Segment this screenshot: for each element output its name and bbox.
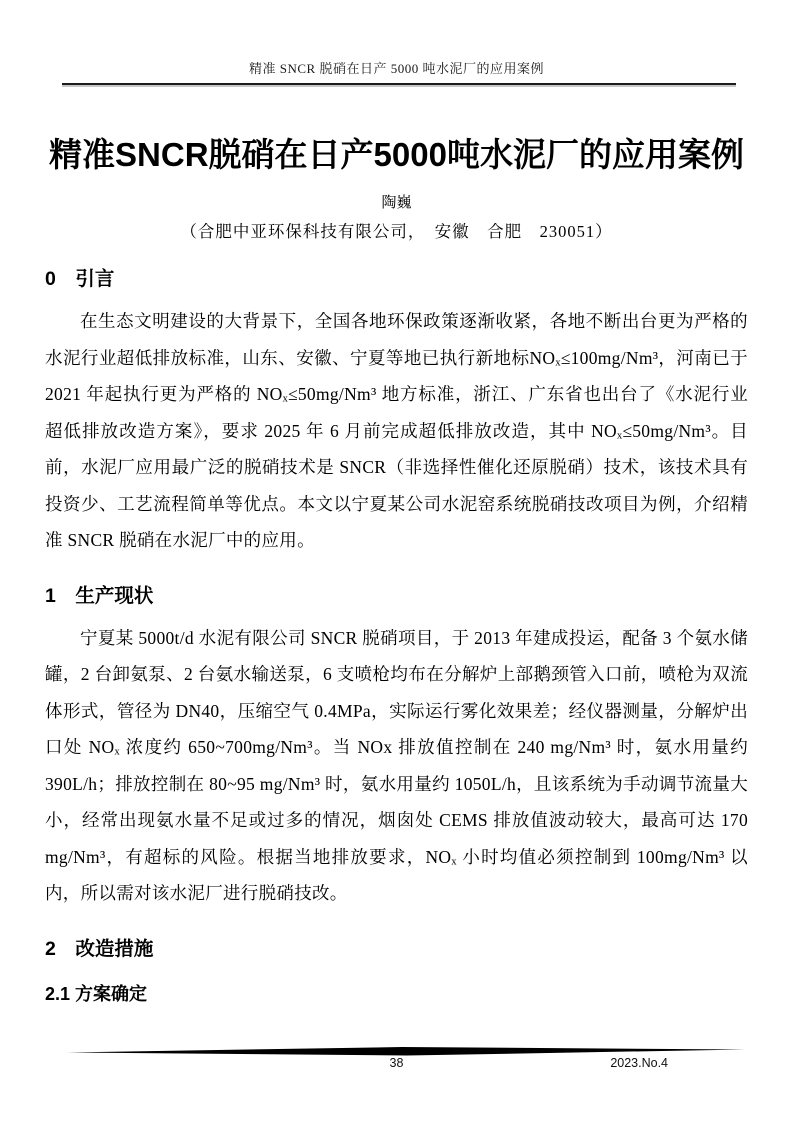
article-title: 精准SNCR脱硝在日产5000吨水泥厂的应用案例 bbox=[49, 136, 744, 173]
page-number: 38 bbox=[389, 1056, 404, 1070]
author-name: 陶巍 bbox=[381, 195, 412, 211]
author-affiliation: （合肥中亚环保科技有限公司， 安徽 合肥 230051） bbox=[180, 222, 613, 241]
running-title: 精准 SNCR 脱硝在日产 5000 吨水泥厂的应用案例 bbox=[249, 61, 544, 76]
header-rule bbox=[62, 83, 736, 85]
page-header bbox=[0, 0, 793, 85]
footer-text-row bbox=[0, 1056, 793, 1074]
article-body bbox=[0, 129, 793, 1006]
section-heading-production-status: 1 生产现状 bbox=[45, 584, 154, 607]
issue-label: 2023.No.4 bbox=[610, 1056, 668, 1070]
paragraph-production-status: 宁夏某 5000t/d 水泥有限公司 SNCR 脱硝项目，于 2013 年建成投运，配备 3 个氨水储罐，2 台卸氨泵、2 台氨水输送泵，6 支喷枪均布在分解炉上部鹅颈管入口前，喷枪为双流体形式，管径为 DN40，压缩空气 0.4MPa，实际运行雾化效果差；经仪器测量，分解炉出口处 NOₓ 浓度约 650~700mg/Nm³。当 NOx 排放值控制在 240 mg/Nm³ 时，氨水用量约 390L/h；排放控制在 80~95 mg/Nm³ 时，氨水用量约 1050L/h，且该系统为手动调节流量大小，经常出现氨水量不足或过多的情况，烟囱处 CEMS 排放值波动较大，最高可达 170 mg/Nm³，有超标的风险。根据当地排放要求，NOₓ 小时均值必须控制到 100mg/Nm³ 以内，所以需对该水泥厂进行脱硝技改。 bbox=[45, 627, 748, 903]
paragraph-introduction: 在生态文明建设的大背景下，全国各地环保政策逐渐收紧，各地不断出台更为严格的水泥行业超低排放标准，山东、安徽、宁夏等地已执行新地标NOₓ≤100mg/Nm³，河南已于 2021 年起执行更为严格的 NOₓ≤50mg/Nm³ 地方标准，浙江、广东省也出台了《水泥行业超低排放改造方案》，要求 2025 年 6 月前完成超低排放改造，其中 NOₓ≤50mg/Nm³。目前，水泥厂应用最广泛的脱硝技术是 SNCR（非选择性催化还原脱硝）技术，该技术具有投资少、工艺流程简单等优点。本文以宁夏某公司水泥窑系统脱硝技改项目为例，介绍精准 SNCR 脱硝在水泥厂中的应用。 bbox=[45, 311, 748, 550]
section-heading-introduction: 0 引言 bbox=[45, 268, 115, 290]
section-heading-renovation-measures: 2 改造措施 bbox=[45, 937, 154, 960]
subsection-heading-scheme-determination: 2.1 方案确定 bbox=[45, 983, 148, 1004]
